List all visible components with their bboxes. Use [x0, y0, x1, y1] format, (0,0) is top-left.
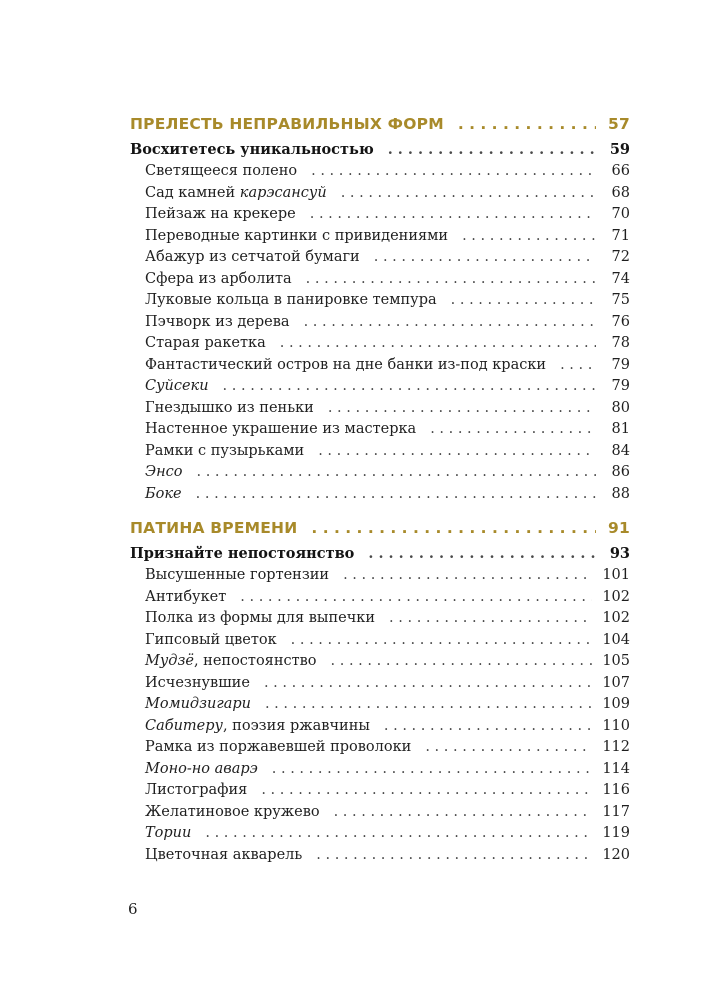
- dot-leader: [280, 335, 596, 351]
- entry-title: [145, 610, 375, 626]
- entry-page: 109: [602, 696, 630, 712]
- toc-entry: [130, 825, 630, 847]
- dot-leader: [331, 653, 593, 669]
- toc-entry: [130, 675, 630, 697]
- dot-leader: [265, 696, 592, 712]
- entry-title: [145, 378, 209, 394]
- entry-title: [145, 292, 437, 308]
- dot-leader: [264, 675, 592, 691]
- entry-title: [145, 825, 191, 841]
- entry-page: 71: [611, 227, 630, 244]
- entry-page: 75: [611, 292, 630, 308]
- toc-entry: [130, 335, 630, 357]
- table-of-contents: [130, 115, 630, 868]
- dot-leader: [197, 464, 597, 480]
- entry-page: 79: [611, 378, 630, 394]
- entry-title-text: Фантастический остров на дне банки из-под краски: [145, 356, 547, 373]
- entry-title: [145, 163, 297, 179]
- toc-entry: [130, 847, 630, 869]
- subsection-page: 93: [609, 545, 630, 562]
- entry-title: [145, 718, 370, 734]
- entry-title-italic: Суйсеки: [145, 378, 209, 394]
- entry-title: [145, 782, 247, 798]
- entry-page: 74: [611, 270, 630, 287]
- toc-entry: [130, 567, 630, 589]
- entry-title-text: Переводные картинки с привидениями: [145, 227, 449, 244]
- entry-title: [145, 443, 304, 459]
- toc-entry: [130, 761, 630, 783]
- entry-title-text: Антибукет: [145, 588, 227, 605]
- dot-leader: [451, 292, 596, 308]
- dot-leader: [343, 567, 592, 583]
- section-page: 91: [608, 519, 630, 537]
- toc-entry: [130, 696, 630, 718]
- entry-title-italic: Энсо: [145, 464, 183, 480]
- entry-title-text: Цветочная акварель: [145, 846, 303, 863]
- entry-title-text: , поэзия ржавчины: [222, 717, 370, 734]
- section-page: 57: [608, 115, 630, 133]
- dot-leader: [261, 782, 592, 798]
- dot-leader: [310, 206, 596, 222]
- dot-leader: [458, 115, 596, 133]
- toc-entry: [130, 357, 630, 379]
- dot-leader: [374, 249, 596, 265]
- entry-title: [145, 421, 416, 437]
- entry-title-italic: Боке: [145, 485, 182, 502]
- entry-page: 70: [611, 206, 630, 222]
- dot-leader: [384, 718, 592, 734]
- subsection-page: 59: [609, 141, 630, 158]
- dot-leader: [425, 739, 592, 755]
- entry-title-text: Сфера из арболита: [145, 270, 292, 287]
- entry-page: 114: [602, 760, 630, 777]
- toc-entry: [130, 271, 630, 293]
- dot-leader: [304, 314, 596, 330]
- toc-entry: [130, 378, 630, 400]
- dot-leader: [341, 185, 596, 201]
- entry-page: 117: [602, 803, 630, 820]
- dot-leader: [560, 357, 596, 373]
- entry-title: [145, 464, 183, 480]
- subsection-title: Восхитетесь уникальностью: [130, 141, 374, 158]
- entry-page: 116: [602, 782, 630, 798]
- entry-title-text: Сад камней: [145, 184, 240, 201]
- entry-title: [145, 696, 251, 712]
- entry-title: [145, 314, 290, 330]
- entry-title-text: Светящееся полено: [145, 163, 298, 179]
- entry-title: [145, 675, 250, 691]
- entry-page: 88: [611, 485, 630, 502]
- page-number: 6: [128, 900, 138, 918]
- section-heading: [130, 519, 630, 545]
- entry-page: 78: [611, 335, 630, 351]
- toc-entry: [130, 400, 630, 422]
- entry-title: [145, 185, 327, 201]
- entry-page: 105: [602, 653, 630, 669]
- toc-entry: [130, 249, 630, 271]
- entry-title-text: , непостоянство: [193, 653, 317, 669]
- entry-title-text: Высушенные гортензии: [145, 567, 330, 583]
- subsection-title: Признайте непостоянство: [130, 545, 355, 562]
- entry-page: 119: [602, 825, 630, 841]
- entry-page: 72: [611, 249, 630, 265]
- toc-entry: [130, 610, 630, 632]
- entry-page: 86: [611, 464, 630, 480]
- toc-entry: [130, 486, 630, 508]
- dot-leader: [462, 228, 596, 244]
- entry-title: [145, 249, 360, 265]
- entry-title-text: Желатиновое кружево: [145, 803, 320, 820]
- toc-entry: [130, 163, 630, 185]
- entry-title-italic: Момидзигари: [145, 696, 251, 712]
- entry-page: 112: [602, 739, 630, 755]
- entry-page: 79: [611, 356, 630, 373]
- entry-page: 102: [602, 588, 630, 605]
- section-title: ПАТИНА ВРЕМЕНИ: [130, 519, 298, 537]
- entry-title-text: Рамки с пузырьками: [145, 442, 305, 459]
- entry-title: [145, 589, 226, 605]
- toc-entry: [130, 632, 630, 654]
- entry-page: 107: [602, 674, 630, 691]
- entry-title: [145, 653, 317, 669]
- entry-title-italic: карэсансуй: [239, 184, 327, 201]
- entry-page: 110: [602, 717, 630, 734]
- entry-title: [145, 632, 277, 648]
- entry-title-text: Абажур из сетчатой бумаги: [145, 249, 360, 265]
- subsection-heading: [130, 141, 630, 163]
- toc-entry: [130, 314, 630, 336]
- subsection-heading: [130, 545, 630, 567]
- entry-list: [130, 163, 630, 507]
- entry-title-text: Исчезнувшие: [145, 674, 250, 691]
- entry-title: [145, 567, 329, 583]
- entry-title-text: Листография: [145, 782, 248, 798]
- entry-page: 68: [611, 184, 630, 201]
- toc-entry: [130, 782, 630, 804]
- entry-title: [145, 400, 314, 416]
- toc-entry: [130, 804, 630, 826]
- toc-entry: [130, 228, 630, 250]
- toc-entry: [130, 653, 630, 675]
- dot-leader: [291, 632, 593, 648]
- dot-leader: [205, 825, 592, 841]
- toc-entry: [130, 739, 630, 761]
- toc-entry: [130, 421, 630, 443]
- entry-page: 76: [611, 313, 630, 330]
- toc-entry: [130, 206, 630, 228]
- entry-page: 104: [602, 631, 630, 648]
- entry-title: [145, 847, 302, 863]
- entry-page: 102: [602, 610, 630, 626]
- entry-title-italic: Мудзё: [145, 653, 194, 669]
- entry-title-text: Полка из формы для выпечки: [145, 610, 376, 626]
- entry-title-text: Луковые кольца в панировке темпура: [145, 292, 437, 308]
- entry-page: 84: [611, 442, 630, 459]
- entry-title: [145, 804, 320, 820]
- entry-title-text: Пэчворк из дерева: [145, 313, 290, 330]
- toc-entry: [130, 589, 630, 611]
- entry-title: [145, 486, 182, 502]
- entry-page: 120: [602, 846, 630, 863]
- entry-title-text: Гнездышко из пеньки: [145, 399, 314, 416]
- section-title: ПРЕЛЕСТЬ НЕПРАВИЛЬНЫХ ФОРМ: [130, 115, 444, 133]
- entry-list: [130, 567, 630, 868]
- entry-title-text: Старая ракетка: [145, 335, 266, 351]
- entry-page: 66: [611, 163, 630, 179]
- toc-entry: [130, 718, 630, 740]
- entry-title-italic: Моно-но аварэ: [145, 760, 258, 777]
- entry-title-text: Настенное украшение из мастерка: [145, 421, 417, 437]
- toc-entry: [130, 292, 630, 314]
- dot-leader: [223, 378, 596, 394]
- toc-entry: [130, 185, 630, 207]
- entry-title: [145, 228, 448, 244]
- dot-leader: [430, 421, 596, 437]
- entry-page: 81: [611, 421, 630, 437]
- section-heading: [130, 115, 630, 141]
- entry-page: 101: [602, 567, 630, 583]
- dot-leader: [368, 545, 596, 562]
- entry-page: 80: [611, 399, 630, 416]
- entry-title-text: Пейзаж на крекере: [145, 206, 296, 222]
- entry-title: [145, 761, 258, 777]
- dot-leader: [334, 804, 593, 820]
- dot-leader: [306, 271, 596, 287]
- dot-leader: [272, 761, 593, 777]
- entry-title-text: Гипсовый цветок: [145, 631, 277, 648]
- entry-title-italic: Тории: [145, 825, 192, 841]
- entry-title-italic: Сабитеру: [145, 717, 223, 734]
- dot-leader: [311, 519, 596, 537]
- entry-title: [145, 357, 546, 373]
- toc-entry: [130, 464, 630, 486]
- entry-title: [145, 739, 411, 755]
- dot-leader: [318, 443, 596, 459]
- entry-title: [145, 271, 292, 287]
- dot-leader: [240, 589, 592, 605]
- entry-title: [145, 206, 296, 222]
- dot-leader: [316, 847, 592, 863]
- toc-entry: [130, 443, 630, 465]
- entry-title: [145, 335, 266, 351]
- entry-title-text: Рамка из поржавевшей проволоки: [145, 739, 412, 755]
- dot-leader: [311, 163, 596, 179]
- dot-leader: [196, 486, 596, 502]
- dot-leader: [328, 400, 596, 416]
- dot-leader: [389, 610, 592, 626]
- dot-leader: [388, 141, 596, 158]
